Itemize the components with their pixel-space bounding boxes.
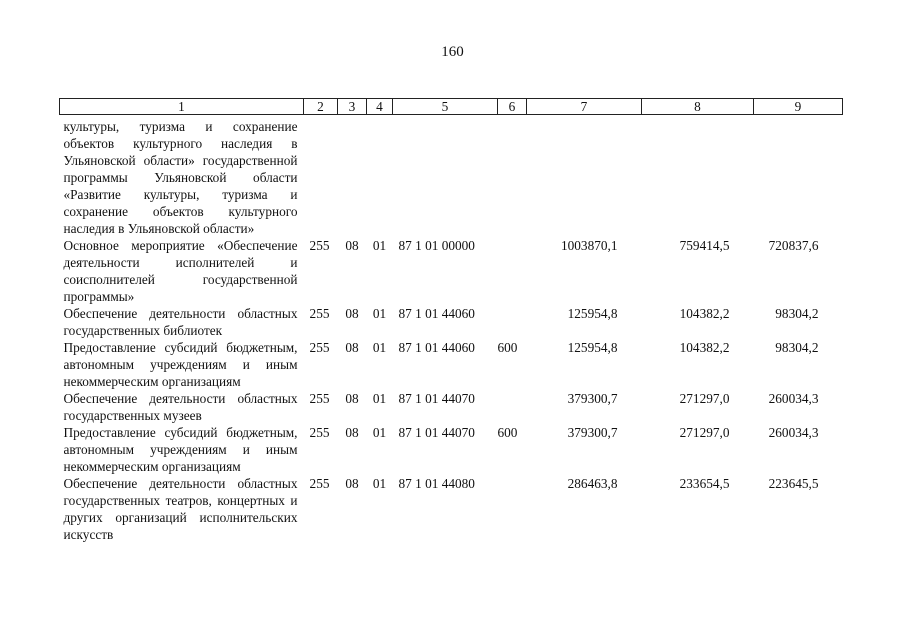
cell-chapter: 255 <box>309 476 330 491</box>
cell-subsection: 01 <box>372 340 387 355</box>
cell-section: 08 <box>345 340 359 355</box>
page-number: 160 <box>441 44 464 60</box>
cell-subsection: 01 <box>372 306 387 321</box>
cell-amount-col7: 125954,8 <box>567 306 618 321</box>
cell-name: Обеспечение деятельности областных государственных музеев <box>63 391 298 423</box>
cell-target-article: 87 1 01 00000 <box>398 238 475 253</box>
cell-chapter <box>304 115 338 238</box>
cell-amount-col8: 271297,0 <box>679 391 730 406</box>
cell-amount-col7 <box>527 115 642 238</box>
cell-amount-col7: 379300,7 <box>567 425 618 440</box>
cell-expense-type: 600 <box>497 425 518 440</box>
cell-amount-col9: 260034,3 <box>768 391 819 406</box>
table-row <box>60 305 843 339</box>
cell-amount-col8 <box>642 115 754 238</box>
cell-amount-col8: 759414,5 <box>679 238 730 253</box>
cell-expense-type <box>498 237 527 305</box>
cell-section: 08 <box>345 425 359 440</box>
cell-amount-col9: 98304,2 <box>775 340 819 355</box>
cell-target-article: 87 1 01 44070 <box>398 391 475 406</box>
cell-amount-col8: 104382,2 <box>679 306 730 321</box>
column-header-3: 3 <box>338 99 367 115</box>
cell-amount-col8: 104382,2 <box>679 340 730 355</box>
cell-target-article: 87 1 01 44060 <box>398 306 475 321</box>
cell-section: 08 <box>345 238 359 253</box>
cell-name: Предоставление субсидий бюджетным, автономным учреждениям и иным некоммерческим организациям <box>63 340 298 389</box>
cell-amount-col9: 720837,6 <box>768 238 819 253</box>
cell-expense-type: 600 <box>497 340 518 355</box>
cell-section: 08 <box>345 306 359 321</box>
column-header-4: 4 <box>367 99 393 115</box>
column-header-9: 9 <box>754 99 843 115</box>
table-row <box>60 237 843 305</box>
column-header-5: 5 <box>393 99 498 115</box>
cell-name: Основное мероприятие «Обеспечение деятельности исполнителей и соисполнителей государственной программы» <box>63 238 298 304</box>
cell-amount-col7: 379300,7 <box>567 391 618 406</box>
table-row <box>60 390 843 424</box>
cell-section: 08 <box>345 476 359 491</box>
table-row <box>60 339 843 390</box>
table-row <box>60 475 843 543</box>
cell-expense-type <box>498 115 527 238</box>
cell-name: Обеспечение деятельности областных государственных театров, концертных и других организаций исполнительских искусств <box>63 476 298 542</box>
cell-target-article: 87 1 01 44080 <box>398 476 475 491</box>
cell-amount-col8: 271297,0 <box>679 425 730 440</box>
cell-amount-col9: 98304,2 <box>775 306 819 321</box>
cell-expense-type <box>498 305 527 339</box>
table-row <box>60 424 843 475</box>
cell-expense-type <box>498 475 527 543</box>
cell-expense-type <box>498 390 527 424</box>
cell-name: Обеспечение деятельности областных государственных библиотек <box>63 306 298 338</box>
cell-chapter: 255 <box>309 340 330 355</box>
column-header-8: 8 <box>642 99 754 115</box>
cell-name: Предоставление субсидий бюджетным, автономным учреждениям и иным некоммерческим организациям <box>63 425 298 474</box>
cell-amount-col7: 286463,8 <box>567 476 618 491</box>
cell-chapter: 255 <box>309 391 330 406</box>
cell-amount-col7: 1003870,1 <box>560 238 618 253</box>
table-header-row <box>60 99 843 115</box>
cell-target-article <box>393 115 498 238</box>
cell-amount-col9: 223645,5 <box>768 476 819 491</box>
column-header-2: 2 <box>304 99 338 115</box>
cell-chapter: 255 <box>309 425 330 440</box>
cell-subsection: 01 <box>372 238 387 253</box>
table-row <box>60 115 843 238</box>
column-header-1: 1 <box>60 99 304 115</box>
cell-amount-col8: 233654,5 <box>679 476 730 491</box>
cell-target-article: 87 1 01 44070 <box>398 425 475 440</box>
cell-section: 08 <box>345 391 359 406</box>
cell-subsection <box>367 115 393 238</box>
cell-subsection: 01 <box>372 425 387 440</box>
cell-subsection: 01 <box>372 391 387 406</box>
cell-amount-col9: 260034,3 <box>768 425 819 440</box>
cell-amount-col7: 125954,8 <box>567 340 618 355</box>
cell-chapter: 255 <box>309 306 330 321</box>
budget-table <box>59 98 843 543</box>
cell-section <box>338 115 367 238</box>
column-header-7: 7 <box>527 99 642 115</box>
cell-subsection: 01 <box>372 476 387 491</box>
cell-name: культуры, туризма и сохранение объектов культурного наследия в Ульяновской области» государственной программы Ульяновской области «Развитие культуры, туризма и сохранение объектов культурного наследия в Ульяновской области» <box>63 119 298 236</box>
cell-chapter: 255 <box>309 238 330 253</box>
cell-amount-col9 <box>754 115 843 238</box>
cell-target-article: 87 1 01 44060 <box>398 340 475 355</box>
column-header-6: 6 <box>498 99 527 115</box>
table-body <box>60 115 843 544</box>
